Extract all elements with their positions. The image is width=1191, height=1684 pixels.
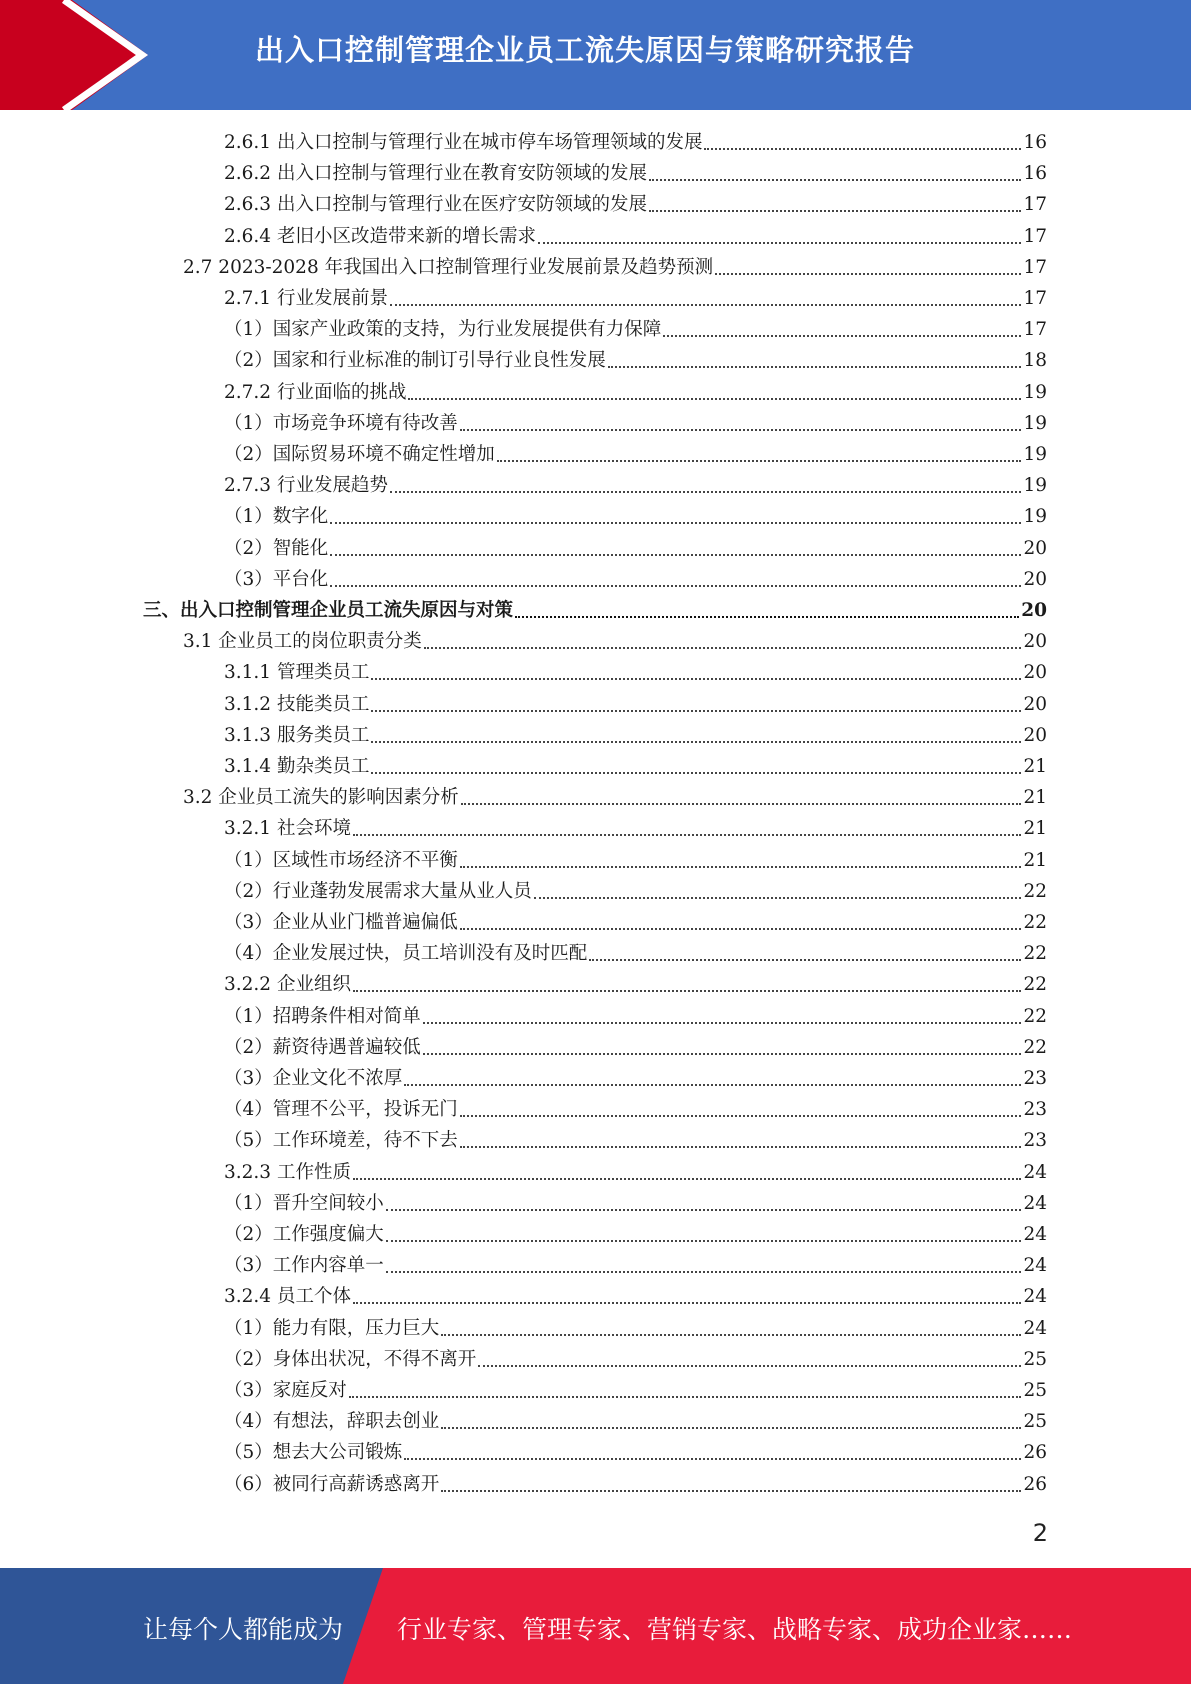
toc-dot-leader	[371, 710, 1021, 712]
toc-entry[interactable]	[224, 1250, 1047, 1281]
toc-entry-label: （2）工作强度偏大	[224, 1224, 384, 1245]
toc-dot-leader	[353, 834, 1022, 836]
toc-entry[interactable]	[183, 252, 1047, 283]
toc-entry[interactable]	[224, 1281, 1047, 1312]
toc-entry[interactable]	[224, 1063, 1047, 1094]
toc-entry[interactable]	[224, 221, 1047, 252]
toc-entry-label: （3）工作内容单一	[224, 1255, 384, 1277]
toc-dot-leader	[460, 429, 1022, 431]
toc-entry[interactable]	[224, 408, 1047, 439]
toc-entry-page: 23	[1023, 1099, 1047, 1121]
report-title: 出入口控制管理企业员工流失原因与策略研究报告	[255, 33, 916, 67]
toc-entry[interactable]	[224, 1094, 1047, 1125]
toc-entry[interactable]	[224, 283, 1047, 314]
toc-entry[interactable]	[224, 470, 1047, 501]
toc-entry-label: （1）数字化	[224, 506, 329, 528]
toc-entry-page: 23	[1023, 1068, 1047, 1089]
toc-dot-leader	[441, 1490, 1021, 1492]
toc-entry-page: 17	[1023, 319, 1047, 341]
toc-entry-label: 2.6.2 出入口控制与管理行业在教育安防领域的发展	[224, 163, 647, 185]
toc-entry-page: 25	[1023, 1348, 1047, 1370]
toc-entry-label: （4）有想法，辞职去创业	[224, 1411, 440, 1433]
toc-entry-page: 23	[1023, 1130, 1047, 1152]
toc-entry[interactable]	[224, 1375, 1047, 1406]
toc-entry-label: 3.1.2 技能类员工	[224, 693, 370, 715]
toc-dot-leader	[538, 242, 1021, 244]
toc-entry-label: （1）市场竞争环境有待改善	[224, 412, 458, 434]
toc-entry-page: 20	[1023, 631, 1047, 653]
toc-entry[interactable]	[224, 907, 1047, 938]
toc-entry-label: 3.2.2 企业组织	[224, 974, 351, 996]
toc-entry[interactable]	[224, 127, 1047, 158]
toc-entry-label: （6）被同行高薪诱惑离开	[224, 1473, 440, 1495]
toc-entry-page: 22	[1023, 943, 1047, 965]
toc-entry-label: 2.6.4 老旧小区改造带来新的增长需求	[224, 225, 536, 247]
toc-dot-leader	[460, 1146, 1022, 1148]
toc-dot-leader	[704, 148, 1021, 150]
toc-dot-leader	[371, 741, 1021, 743]
toc-dot-leader	[371, 678, 1021, 680]
toc-dot-leader	[460, 1115, 1022, 1117]
toc-dot-leader	[353, 1302, 1022, 1304]
toc-entry-page: 21	[1023, 787, 1047, 809]
toc-entry-label: （3）家庭反对	[224, 1380, 347, 1401]
toc-dot-leader	[423, 1022, 1022, 1024]
toc-dot-leader	[461, 803, 1022, 805]
toc-entry[interactable]	[224, 1001, 1047, 1032]
toc-dot-leader	[330, 585, 1021, 587]
toc-dot-leader	[330, 554, 1021, 556]
toc-entry[interactable]	[224, 345, 1047, 376]
toc-entry-page: 19	[1023, 381, 1047, 403]
toc-dot-leader	[478, 1365, 1021, 1367]
footer-slogan-right: 行业专家、管理专家、营销专家、战略专家、成功企业家……	[397, 1615, 1073, 1644]
toc-entry[interactable]	[224, 845, 1047, 876]
toc-entry-label: 2.7.1 行业发展前景	[224, 288, 388, 309]
toc-entry[interactable]	[224, 1125, 1047, 1156]
toc-entry-page: 20	[1023, 568, 1047, 590]
toc-dot-leader	[534, 897, 1022, 899]
toc-entry-label: （2）国家和行业标准的制订引导行业良性发展	[224, 350, 606, 372]
toc-dot-leader	[371, 772, 1021, 774]
toc-dot-leader	[497, 460, 1022, 462]
toc-dot-leader	[441, 1427, 1021, 1429]
toc-dot-leader	[390, 304, 1021, 306]
toc-entry-label: 2.6.1 出入口控制与管理行业在城市停车场管理领域的发展	[224, 132, 703, 153]
toc-entry[interactable]	[224, 1469, 1047, 1500]
toc-entry-page: 24	[1023, 1192, 1047, 1214]
toc-dot-leader	[424, 647, 1022, 649]
toc-dot-leader	[353, 990, 1022, 992]
toc-dot-leader	[408, 398, 1021, 400]
toc-entry[interactable]	[224, 501, 1047, 532]
toc-dot-leader	[649, 179, 1021, 181]
toc-dot-leader	[663, 335, 1021, 337]
toc-dot-leader	[460, 866, 1022, 868]
toc-entry[interactable]	[224, 1157, 1047, 1188]
toc-entry[interactable]	[224, 969, 1047, 1000]
toc-dot-leader	[386, 1209, 1022, 1211]
toc-entry[interactable]	[224, 314, 1047, 345]
toc-entry-label: （3）企业文化不浓厚	[224, 1068, 403, 1089]
toc-entry[interactable]	[224, 1188, 1047, 1219]
toc-entry-page: 24	[1023, 1286, 1047, 1308]
toc-entry[interactable]	[183, 626, 1047, 657]
toc-dot-leader	[649, 210, 1021, 212]
toc-entry-page: 24	[1023, 1317, 1047, 1339]
toc-entry[interactable]	[224, 158, 1047, 189]
toc-entry-label: （5）想去大公司锻炼	[224, 1442, 403, 1464]
toc-entry-page: 17	[1023, 194, 1047, 216]
toc-dot-leader	[441, 1334, 1021, 1336]
toc-entry[interactable]	[224, 657, 1047, 688]
toc-entry-page: 24	[1023, 1224, 1047, 1245]
toc-dot-leader	[404, 1458, 1021, 1460]
toc-entry-page: 20	[1021, 600, 1047, 621]
toc-entry-page: 20	[1023, 693, 1047, 715]
toc-dot-leader	[460, 928, 1022, 930]
toc-entry[interactable]	[224, 439, 1047, 470]
toc-entry-page: 17	[1023, 256, 1047, 278]
toc-entry-label: 3.2 企业员工流失的影响因素分析	[183, 787, 459, 809]
toc-dot-leader	[515, 616, 1019, 618]
toc-entry-page: 20	[1023, 537, 1047, 559]
toc-entry-page: 22	[1023, 880, 1047, 902]
toc-entry[interactable]	[224, 938, 1047, 969]
toc-entry-label: （3）平台化	[224, 568, 329, 590]
toc-entry-label: 3.1.1 管理类员工	[224, 662, 370, 684]
toc-entry-page: 20	[1023, 662, 1047, 684]
toc-entry-page: 19	[1023, 444, 1047, 465]
toc-entry-label: 2.7.3 行业发展趋势	[224, 475, 388, 497]
toc-entry-page: 17	[1023, 288, 1047, 309]
page-header	[0, 0, 1191, 110]
toc-entry-page: 26	[1023, 1442, 1047, 1464]
toc-dot-leader	[608, 366, 1022, 368]
toc-entry[interactable]	[224, 1344, 1047, 1375]
page-number: 2	[1032, 1519, 1048, 1547]
toc-entry-label: （1）招聘条件相对简单	[224, 1005, 421, 1027]
toc-entry-page: 22	[1023, 1005, 1047, 1027]
toc-entry[interactable]	[224, 189, 1047, 220]
toc-entry-label: 3.1.3 服务类员工	[224, 724, 370, 746]
toc-entry[interactable]	[224, 689, 1047, 720]
toc-entry[interactable]	[224, 1406, 1047, 1437]
toc-dot-leader	[423, 1053, 1022, 1055]
toc-entry-label: 2.6.3 出入口控制与管理行业在医疗安防领域的发展	[224, 194, 647, 216]
toc-entry[interactable]	[224, 1437, 1047, 1468]
toc-entry-page: 20	[1023, 724, 1047, 746]
toc-entry-page: 21	[1023, 756, 1047, 777]
toc-entry[interactable]	[224, 564, 1047, 595]
toc-dot-leader	[589, 959, 1021, 961]
toc-entry-label: 3.2.4 员工个体	[224, 1286, 351, 1308]
toc-entry-label: 3.1.4 勤杂类员工	[224, 756, 370, 777]
toc-entry[interactable]	[224, 720, 1047, 751]
toc-entry-page: 19	[1023, 506, 1047, 528]
toc-entry[interactable]	[224, 1313, 1047, 1344]
toc-dot-leader	[353, 1178, 1022, 1180]
toc-entry-label: （1）能力有限，压力巨大	[224, 1317, 440, 1339]
toc-entry-label: （4）管理不公平，投诉无门	[224, 1099, 458, 1121]
toc-entry-page: 25	[1023, 1380, 1047, 1401]
toc-entry-label: 3.1 企业员工的岗位职责分类	[183, 631, 422, 653]
toc-entry-page: 22	[1023, 974, 1047, 996]
toc-entry-label: 3.2.3 工作性质	[224, 1161, 351, 1183]
toc-entry-page: 26	[1023, 1473, 1047, 1495]
toc-entry-label: 2.7 2023-2028 年我国出入口控制管理行业发展前景及趋势预测	[183, 256, 714, 278]
toc-entry[interactable]	[224, 813, 1047, 844]
toc-entry-label: 2.7.2 行业面临的挑战	[224, 381, 407, 403]
toc-dot-leader	[715, 273, 1021, 275]
toc-dot-leader	[390, 491, 1021, 493]
toc-entry-label: （1）区域性市场经济不平衡	[224, 849, 458, 871]
toc-entry-page: 17	[1023, 225, 1047, 247]
toc-entry[interactable]	[224, 377, 1047, 408]
toc-dot-leader	[330, 522, 1021, 524]
toc-entry-page: 25	[1023, 1411, 1047, 1433]
toc-entry-page: 21	[1023, 818, 1047, 840]
toc-entry-label: 3.2.1 社会环境	[224, 818, 351, 840]
toc-entry-label: （1）晋升空间较小	[224, 1192, 384, 1214]
toc-entry-label: （2）智能化	[224, 537, 329, 559]
toc-entry[interactable]	[224, 1032, 1047, 1063]
toc-entry-label: （3）企业从业门槛普遍偏低	[224, 912, 458, 933]
toc-dot-leader	[386, 1271, 1022, 1273]
toc-dot-leader	[404, 1084, 1021, 1086]
toc-entry[interactable]	[143, 595, 1047, 626]
toc-entry[interactable]	[224, 533, 1047, 564]
toc-entry-label: （2）薪资待遇普遍较低	[224, 1036, 421, 1058]
toc-entry-label: （2）身体出状况，不得不离开	[224, 1348, 477, 1370]
toc-entry[interactable]	[224, 876, 1047, 907]
toc-entry-page: 18	[1023, 350, 1047, 372]
toc-entry[interactable]	[224, 751, 1047, 782]
toc-entry-page: 16	[1023, 163, 1047, 185]
toc-entry-page: 24	[1023, 1161, 1047, 1183]
toc-entry-label: （1）国家产业政策的支持，为行业发展提供有力保障	[224, 319, 662, 341]
page-footer	[0, 1568, 1191, 1684]
toc-entry[interactable]	[224, 1219, 1047, 1250]
toc-entry-label: （2）国际贸易环境不确定性增加	[224, 444, 495, 465]
toc-entry-page: 19	[1023, 412, 1047, 434]
toc-entry-page: 21	[1023, 849, 1047, 871]
toc-entry-page: 19	[1023, 475, 1047, 497]
toc-entry-page: 22	[1023, 912, 1047, 933]
toc-entry-label: （2）行业蓬勃发展需求大量从业人员	[224, 880, 532, 902]
toc-entry-page: 22	[1023, 1036, 1047, 1058]
toc-dot-leader	[386, 1240, 1022, 1242]
toc-entry-label: （4）企业发展过快，员工培训没有及时匹配	[224, 943, 588, 965]
toc-entry-page: 24	[1023, 1255, 1047, 1277]
toc-entry-label: （5）工作环境差，待不下去	[224, 1130, 458, 1152]
toc-entry-page: 16	[1023, 132, 1047, 153]
toc-dot-leader	[349, 1396, 1022, 1398]
toc-entry[interactable]	[183, 782, 1047, 813]
footer-slogan-left: 让每个人都能成为	[143, 1615, 344, 1644]
toc-entry-label: 三、出入口控制管理企业员工流失原因与对策	[143, 600, 514, 621]
